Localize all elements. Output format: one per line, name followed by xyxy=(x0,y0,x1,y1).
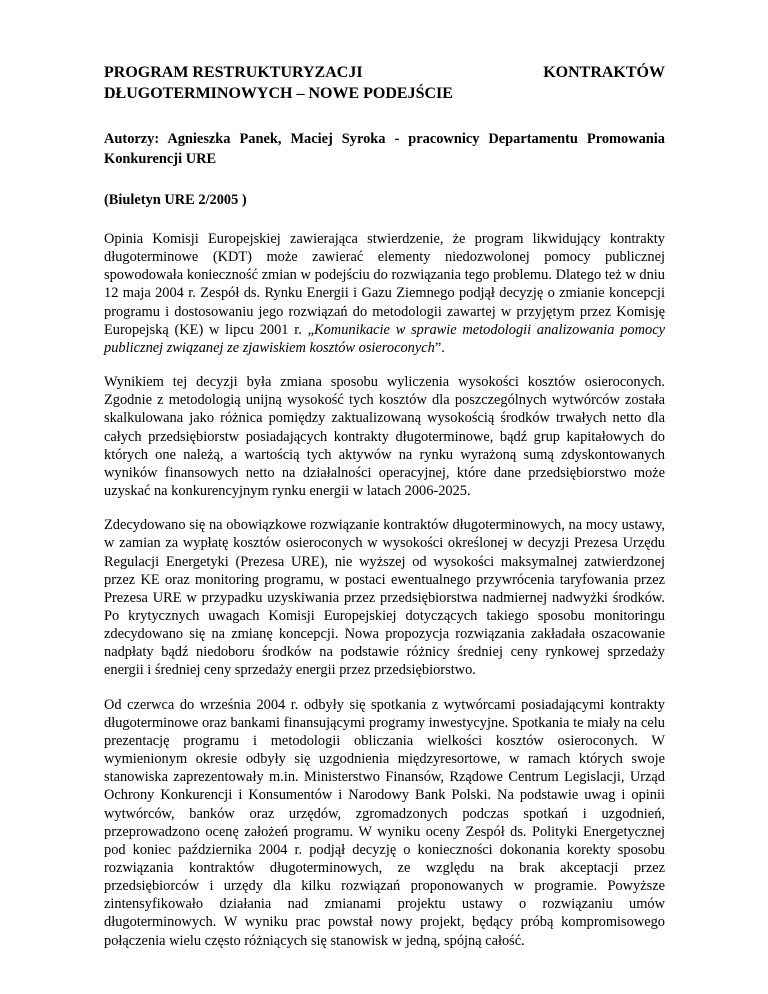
title-line-2: DŁUGOTERMINOWYCH – NOWE PODEJŚCIE xyxy=(104,85,453,102)
paragraph-1 xyxy=(104,230,665,357)
authors-line: Autorzy: Agnieszka Panek, Maciej Syroka - pracownicy Departamentu Promowania Konkurencji URE xyxy=(104,131,665,167)
title-line-1-right: KONTRAKTÓW xyxy=(543,64,665,81)
paragraph-1-italic-quote: Komunikacie w sprawie metodologii analizowania pomocy publicznej związanej ze zjawiskiem kosztów osieroconych xyxy=(104,321,665,356)
paragraph-3: Zdecydowano się na obowiązkowe rozwiązanie kontraktów długoterminowych, na mocy ustawy, w zamian za wypłatę kosztów osieroconych w wysokości określonej w decyzji Prezesa Urzędu Regulacji Energetyki (Prezesa URE), nie wyższej od wysokości maksymalnej zatwierdzonej przez KE oraz monitoring programu, w postaci ewentualnego przywrócenia taryfowania przez Prezesa URE w przypadku uzyskiwania przez przedsiębiorstwa nadmiernej nadwyżki środków. Po krytycznych uwagach Komisji Europejskiej dotyczących takiego sposobu monitoringu zdecydowano się na zmianę koncepcji. Nowa propozycja rozwiązania zakładała oszacowanie nadpłaty bądź niedoboru środków na podstawie różnicy średniej ceny rynkowej sprzedaży energii i średniej ceny sprzedaży energii przez przedsiębiorstwo. xyxy=(104,517,665,679)
title-line-1-left: PROGRAM RESTRUKTURYZACJI xyxy=(104,64,363,81)
document-page xyxy=(104,62,665,950)
paragraph-2: Wynikiem tej decyzji była zmiana sposobu wyliczenia wysokości kosztów osieroconych. Zgodnie z metodologią unijną wysokość tych kosztów dla poszczególnych wytwórców została skalkulowana jako różnica pomiędzy zaktualizowaną wysokością środków trwałych netto dla całych przedsiębiorstw posiadających kontrakty długoterminowe, bądź grup kapitałowych do których one należą, a wartością tych aktywów na rynku wyrażoną sumą zdyskontowanych wyników finansowych netto na działalności operacyjnej, które dane przedsiębiorstwo może uzyskać na konkurencyjnym rynku energii w latach 2006-2025. xyxy=(104,374,665,500)
paragraph-1-text: Opinia Komisji Europejskiej zawierająca stwierdzenie, że program likwidujący kontrakty długoterminowe (KDT) może zawierać elementy niedozwolonej pomocy publicznej spowodowała konieczność zmian w podejściu do rozwiązania tego problemu. Dlatego też w dniu 12 maja 2004 r. Zespół ds. Rynku Energii i Gazu Ziemnego podjął decyzję o zmianie koncepcji programu i dostosowaniu jego rozwiązań do metodologii zawartej w przyjętym przez Komisję Europejską (KE) w lipcu 2001 r. „ xyxy=(104,231,665,338)
bulletin-reference: (Biuletyn URE 2/2005 ) xyxy=(104,192,247,208)
paragraph-1-end: ”. xyxy=(434,339,445,356)
document-title xyxy=(104,62,665,104)
title-line-1 xyxy=(104,62,665,83)
paragraph-4: Od czerwca do września 2004 r. odbyły się spotkania z wytwórcami posiadającymi kontrakty długoterminowe oraz bankami finansującymi programy inwestycyjne. Spotkania te miały na celu prezentację programu i metodologii obliczania wielkości kosztów osieroconych. W wymienionym okresie odbyły się uzgodnienia międzyresortowe, w ramach których swoje stanowiska zaprezentowały m.in. Ministerstwo Finansów, Rządowe Centrum Legislacji, Urząd Ochrony Konkurencji i Konsumentów i Narodowy Bank Polski. Na podstawie uwag i opinii wytwórców, banków oraz urzędów, zgromadzonych podczas spotkań i uzgodnień, przeprowadzono ocenę założeń programu. W wyniku oceny Zespół ds. Polityki Energetycznej pod koniec października 2004 r. podjął decyzję o konieczności dokonania korekty sposobu rozwiązania kontraktów długoterminowych, ze względu na brak akceptacji przez przedsiębiorców i urzędy dla kilku rozwiązań proponowanych w programie. Powyższe zintensyfikowało działania nad zmianami projektu ustawy o rozwiązaniu umów długoterminowych. W wyniku prac powstał nowy projekt, będący próbą kompromisowego połączenia wielu często różniących się stanowisk w jedną, spójną całość. xyxy=(104,696,665,949)
